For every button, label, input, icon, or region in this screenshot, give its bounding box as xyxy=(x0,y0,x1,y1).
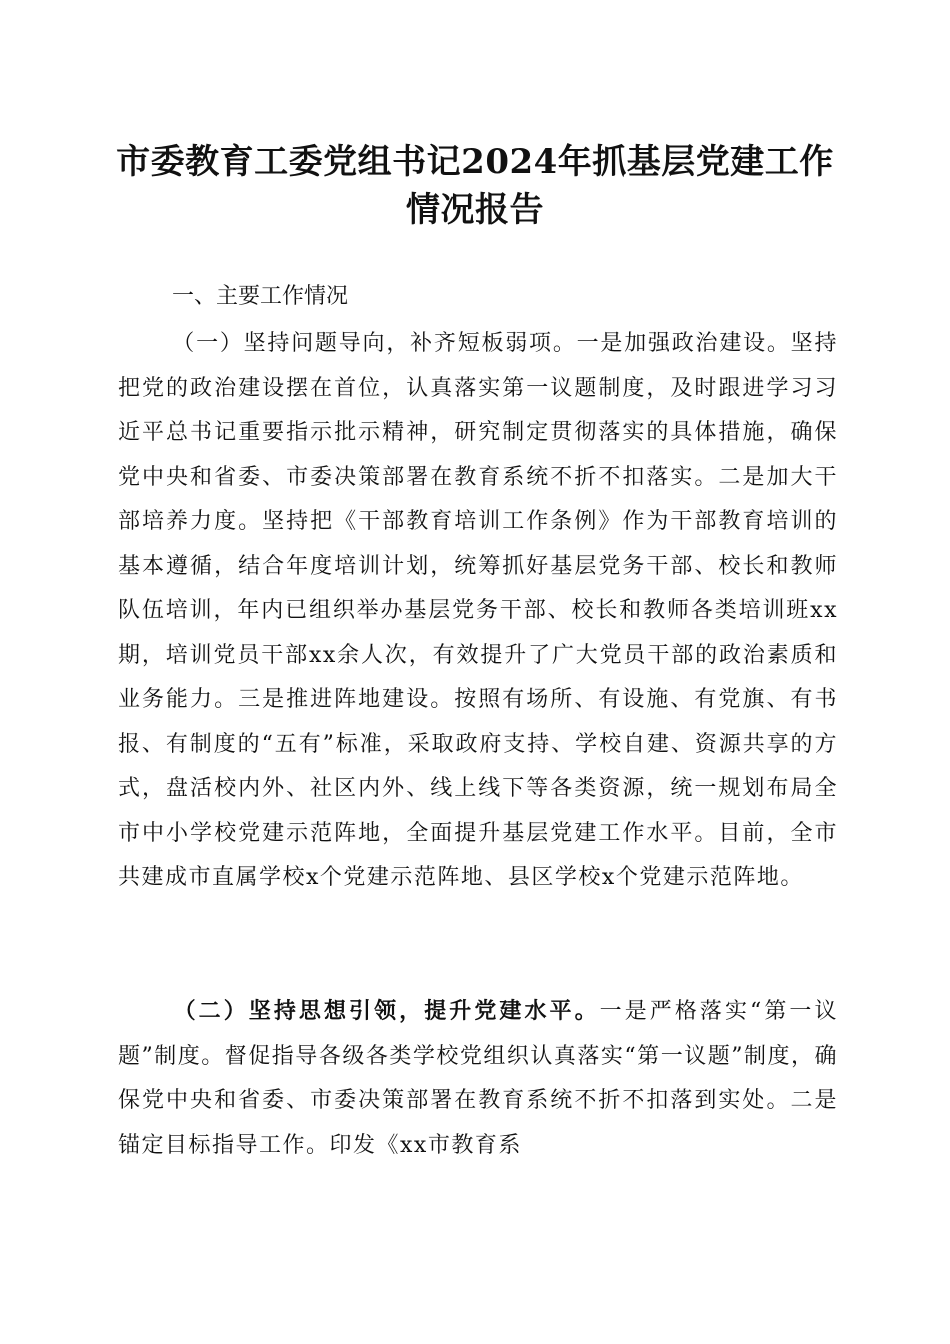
paragraph-problem-orientation xyxy=(118,322,838,901)
paragraph-lead-2: （二）坚持思想引领，提升党建水平。 xyxy=(172,999,600,1024)
document-title: 市委教育工委党组书记2024年抓基层党建工作情况报告 xyxy=(116,142,834,230)
section-heading-main-work: 一、主要工作情况 xyxy=(172,284,349,309)
paragraph-ideological-guidance xyxy=(118,990,838,1168)
paragraph-lead-1: （一）坚持问题导向，补齐短板弱项。 xyxy=(172,331,577,356)
paragraph-body-2: 一是严格落实“第一议题”制度。督促指导各级各类学校党组织认真落实“第一议题”制度，确保党中央和省委、市委决策部署在教育系统不折不扣落到实处。二是锚定目标指导工作。印发《xx市教育系 xyxy=(118,999,838,1158)
paragraph-body-1: 一是加强政治建设。坚持把党的政治建设摆在首位，认真落实第一议题制度，及时跟进学习习近平总书记重要指示批示精神，研究制定贯彻落实的具体措施，确保党中央和省委、市委决策部署在教育系统不折不扣落实。二是加大干部培养力度。坚持把《干部教育培训工作条例》作为干部教育培训的基本遵循，结合年度培训计划，统筹抓好基层党务干部、校长和教师队伍培训，年内已组织举办基层党务干部、校长和教师各类培训班xx期，培训党员干部xx余人次，有效提升了广大党员干部的政治素质和业务能力。三是推进阵地建设。按照有场所、有设施、有党旗、有书报、有制度的“五有”标准，采取政府支持、学校自建、资源共享的方式，盘活校内外、社区内外、线上线下等各类资源，统一规划布局全市中小学校党建示范阵地，全面提升基层党建工作水平。目前，全市共建成市直属学校x个党建示范阵地、县区学校x个党建示范阵地。 xyxy=(118,331,838,890)
